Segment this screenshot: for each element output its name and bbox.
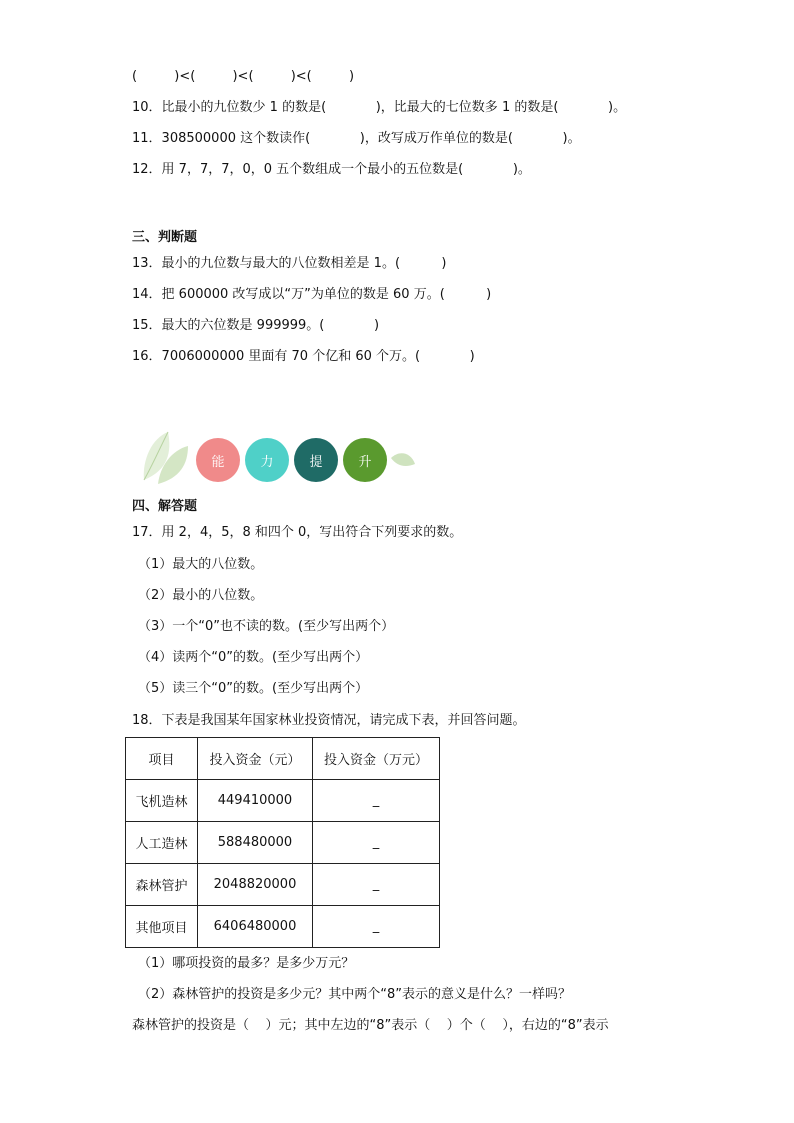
- compare-line: ( )<( )<( )<( ): [132, 69, 355, 84]
- q18-part-1: （1）哪项投资的最多？是多少万元？: [138, 956, 355, 971]
- table-cell: 6406480000: [198, 906, 313, 948]
- table-cell: 飞机造林: [126, 780, 198, 822]
- q18-part-2: （2）森林管护的投资是多少元？其中两个“8”表示的意义是什么？一样吗？: [138, 987, 572, 1002]
- question-12: 12．用 7，7，7，0，0 五个数组成一个最小的五位数是( )。: [132, 162, 531, 177]
- table-header-cell: 投入资金（元）: [198, 738, 313, 780]
- q17-part-4: （4）读两个“0”的数。(至少写出两个）: [138, 650, 369, 665]
- question-10: 10．比最小的九位数少 1 的数是( )，比最大的七位数多 1 的数是( )。: [132, 100, 627, 115]
- q17-part-2: （2）最小的八位数。: [138, 588, 264, 603]
- q17-part-5: （5）读三个“0”的数。(至少写出两个）: [138, 681, 369, 696]
- question-13: 13．最小的九位数与最大的八位数相差是 1。( ): [132, 256, 447, 271]
- banner-circle-4: [343, 438, 387, 482]
- table-answer-blank[interactable]: _: [313, 906, 440, 948]
- table-answer-blank[interactable]: _: [313, 822, 440, 864]
- leaf-decoration-left: [138, 430, 198, 486]
- question-11: 11．308500000 这个数读作( )，改写成万作单位的数是( )。: [132, 131, 581, 146]
- table-cell: 森林管护: [126, 864, 198, 906]
- table-row: [126, 906, 440, 948]
- section-heading-answer: 四、解答题: [132, 499, 198, 514]
- table-cell: 其他项目: [126, 906, 198, 948]
- question-16: 16．7006000000 里面有 70 个亿和 60 个万。( ): [132, 349, 475, 364]
- table-answer-blank[interactable]: _: [313, 864, 440, 906]
- investment-table: [125, 737, 440, 948]
- table-header-row: [126, 738, 440, 780]
- table-cell: 2048820000: [198, 864, 313, 906]
- table-header-cell: 项目: [126, 738, 198, 780]
- question-15: 15．最大的六位数是 999999。( ): [132, 318, 380, 333]
- table-header-cell: 投入资金（万元）: [313, 738, 440, 780]
- leaf-decoration-right: [389, 446, 419, 476]
- banner-circle-3: [294, 438, 338, 482]
- table-row: [126, 864, 440, 906]
- question-14: 14．把 600000 改写成以“万”为单位的数是 60 万。( ): [132, 287, 492, 302]
- banner-circle-1: [196, 438, 240, 482]
- question-17: 17．用 2，4，5，8 和四个 0，写出符合下列要求的数。: [132, 525, 463, 540]
- table-cell: 人工造林: [126, 822, 198, 864]
- q17-part-3: （3）一个“0”也不读的数。(至少写出两个）: [138, 619, 395, 634]
- q18-answer-line: 森林管护的投资是（ ）元；其中左边的“8”表示（ ）个（ ），右边的“8”表示: [132, 1018, 609, 1033]
- banner-char-2: 力: [260, 454, 274, 470]
- banner-char-4: 升: [358, 454, 372, 470]
- table-row: [126, 822, 440, 864]
- banner-circle-2: [245, 438, 289, 482]
- table-cell: 449410000: [198, 780, 313, 822]
- banner-char-3: 提: [309, 454, 323, 470]
- question-18: 18．下表是我国某年国家林业投资情况，请完成下表，并回答问题。: [132, 713, 526, 728]
- table-row: [126, 780, 440, 822]
- table-answer-blank[interactable]: _: [313, 780, 440, 822]
- section-heading-judgement: 三、判断题: [132, 230, 198, 245]
- ability-banner: [138, 430, 418, 486]
- banner-char-1: 能: [211, 454, 225, 470]
- table-cell: 588480000: [198, 822, 313, 864]
- q17-part-1: （1）最大的八位数。: [138, 557, 264, 572]
